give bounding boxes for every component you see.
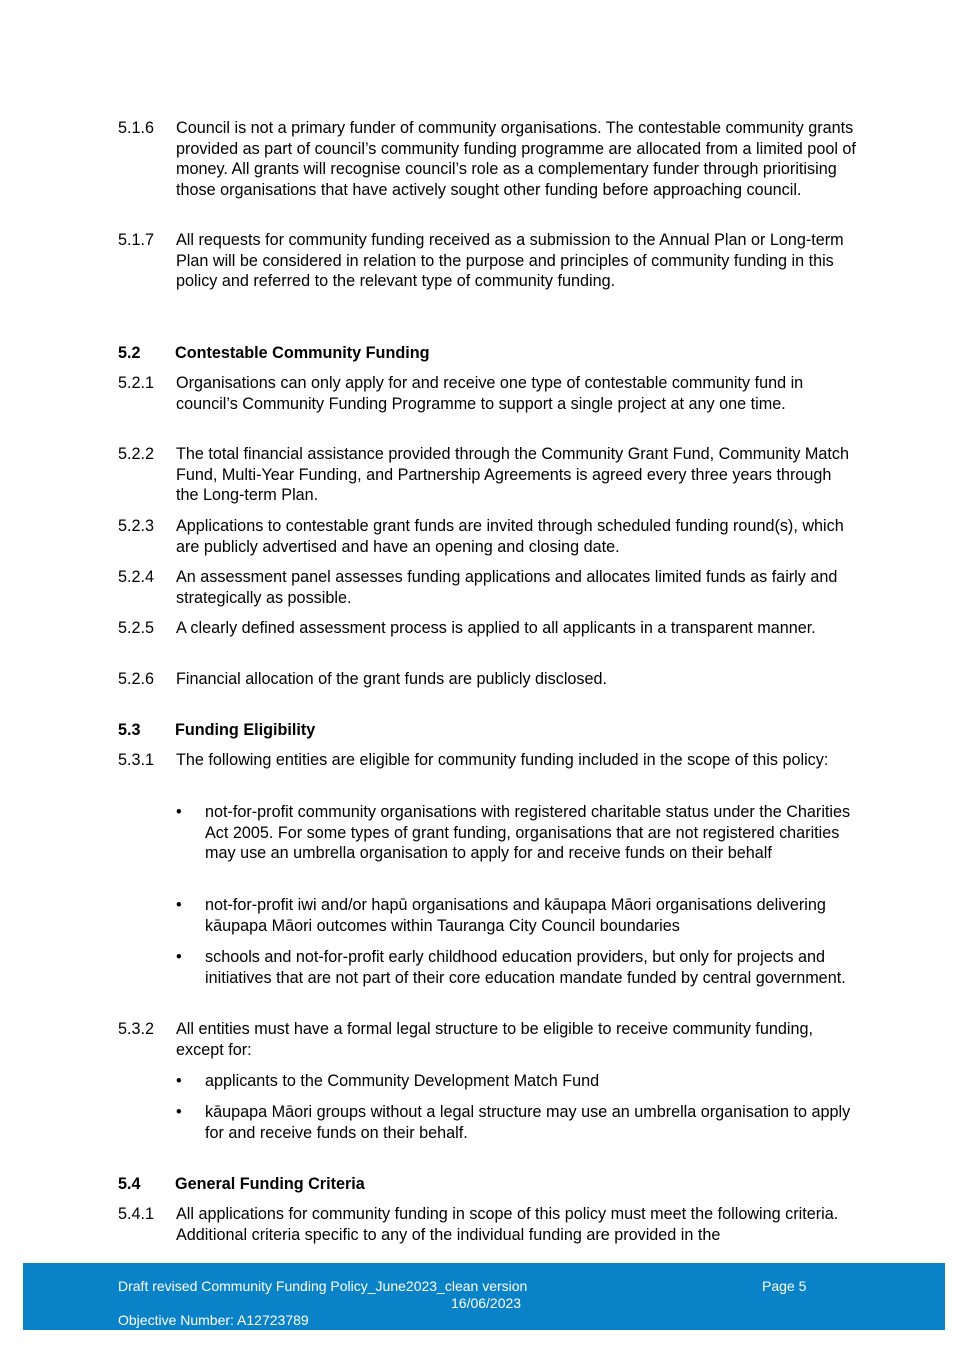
clause-number: 5.2.3 [118,517,155,535]
bullet-icon: • [176,896,182,914]
clause-text: Financial allocation of the grant funds are publicly disclosed. [176,670,608,688]
section-number: 5.3 [118,721,141,739]
bullet-icon: • [176,1072,182,1090]
clause-text: Applications to contestable grant funds are invited through scheduled funding round(s), which are publicly advertised and have an opening and closing date. [176,517,844,556]
section-number: 5.4 [118,1175,141,1193]
bullet-icon: • [176,803,182,821]
list-item-text: applicants to the Community Development Match Fund [205,1072,600,1090]
clause-text: All applications for community funding in scope of this policy must meet the following criteria. Additional criteria specific to any of the individual funding are provided in the [176,1205,839,1244]
list-item-text: not-for-profit iwi and/or hapū organisations and kāupapa Māori organisations delivering kāupapa Māori outcomes within Tauranga City Council boundaries [205,896,826,935]
clause-number: 5.2.1 [118,374,155,392]
footer-objective-number: Objective Number: A12723789 [118,1312,309,1328]
clause-text: An assessment panel assesses funding applications and allocates limited funds as fairly and strategically as possible. [176,568,838,607]
clause-number: 5.1.7 [118,231,155,249]
clause-text: A clearly defined assessment process is applied to all applicants in a transparent manner. [176,619,816,637]
clause-text: All requests for community funding received as a submission to the Annual Plan or Long-term Plan will be considered in relation to the purpose and principles of community funding in this policy and referred to the relevant type of community funding. [176,231,844,290]
clause-text: Council is not a primary funder of community organisations. The contestable community grants provided as part of council’s community funding programme are allocated from a limited pool of money. All grants will recognise council’s role as a complementary funder through prioritising those organisations that have actively sought other funding before approaching council. [176,119,856,199]
section-title: Contestable Community Funding [175,344,430,362]
clause-text: All entities must have a formal legal structure to be eligible to receive community funding, except for: [176,1020,814,1059]
clause-text: The following entities are eligible for community funding included in the scope of this policy: [176,751,829,769]
clause-number: 5.2.4 [118,568,155,586]
section-number: 5.2 [118,344,141,362]
footer-document-title: Draft revised Community Funding Policy_June2023_clean version [118,1278,528,1294]
clause-number: 5.2.2 [118,445,155,463]
clause-text: The total financial assistance provided through the Community Grant Fund, Community Match Fund, Multi-Year Funding, and Partnership Agreements is agreed every three years through the Long-term Plan. [176,445,849,504]
section-title: General Funding Criteria [175,1175,365,1193]
list-item-text: kāupapa Māori groups without a legal structure may use an umbrella organisation to apply for and receive funds on their behalf. [205,1103,851,1142]
bullet-icon: • [176,948,182,966]
clause-text: Organisations can only apply for and receive one type of contestable community fund in council’s Community Funding Programme to support a single project at any one time. [176,374,804,413]
clause-number: 5.1.6 [118,119,155,137]
list-item-text: not-for-profit community organisations with registered charitable status under the Charities Act 2005. For some types of grant funding, organisations that are not registered charities may use an umbrella organisation to apply for and receive funds on their behalf [205,803,851,862]
clause-number: 5.4.1 [118,1205,155,1223]
bullet-icon: • [176,1103,182,1121]
clause-number: 5.3.2 [118,1020,155,1038]
clause-number: 5.2.5 [118,619,155,637]
list-item-text: schools and not-for-profit early childhood education providers, but only for projects and initiatives that are not part of their core education mandate funded by central government. [205,948,846,987]
footer-date: 16/06/2023 [451,1295,522,1311]
section-title: Funding Eligibility [175,721,316,739]
clause-number: 5.3.1 [118,751,155,769]
page-footer [23,1263,945,1330]
clause-number: 5.2.6 [118,670,155,688]
footer-page-number: Page 5 [762,1278,807,1294]
